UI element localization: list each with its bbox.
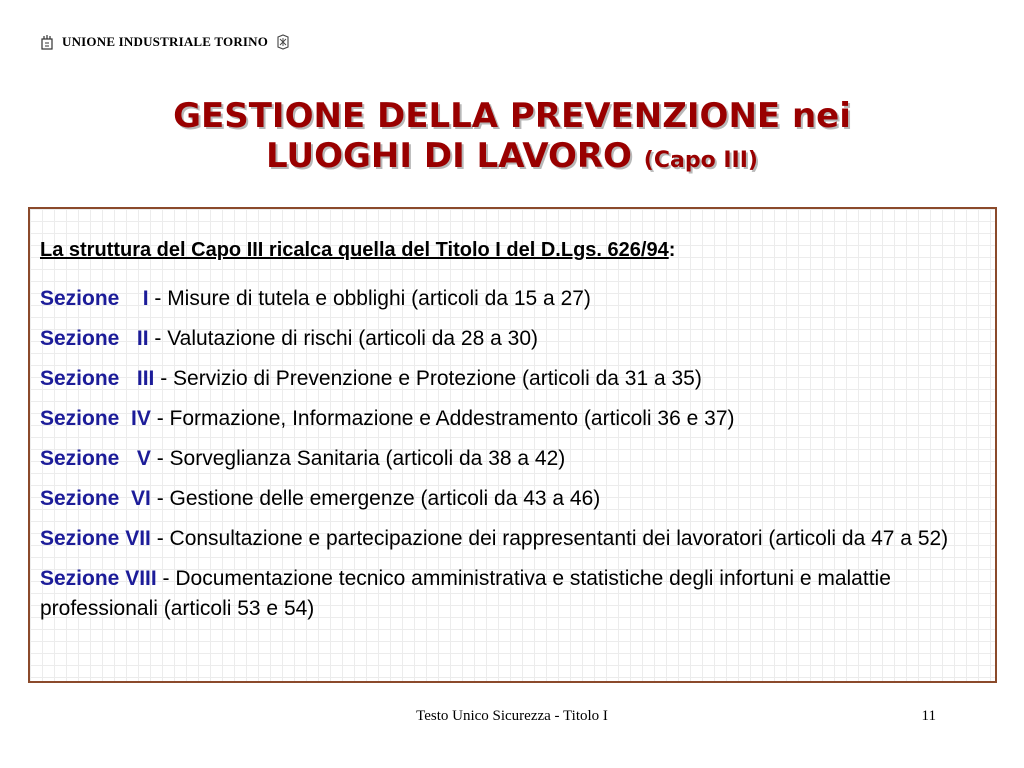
section-label: Sezione VIII [40,567,157,590]
title-line-2-small: (Capo III) [643,148,758,173]
section-text: - Formazione, Informazione e Addestramento (articoli 36 e 37) [150,407,735,430]
title-line-2 [0,136,1024,181]
section-label: Sezione VI [40,487,151,510]
section-item [40,324,985,354]
section-text: - Servizio di Prevenzione e Protezione (articoli da 31 a 35) [154,367,702,390]
section-label: Sezione V [40,447,151,470]
intro-suffix: : [668,239,676,261]
emblem-icon [276,34,290,50]
section-label: Sezione II [40,327,149,350]
section-text: - Misure di tutela e obblighi (articoli da 15 a 27) [148,287,591,310]
section-item [40,284,985,314]
section-item [40,564,985,624]
section-label: Sezione I [40,287,149,310]
section-item [40,524,985,554]
section-text: - Sorveglianza Sanitaria (articoli da 38 a 42) [150,447,566,470]
org-name: UNIONE INDUSTRIALE TORINO [62,34,269,49]
intro-underlined: La struttura del Capo III ricalca quella del Titolo I del D.Lgs. 626/94 [40,239,669,261]
section-item [40,444,985,474]
content-box [28,207,997,683]
section-text: - Gestione delle emergenze (articoli da 43 a 46) [150,487,601,510]
section-item [40,364,985,394]
section-label: Sezione IV [40,407,151,430]
header-logo [40,34,290,50]
section-text: - Documentazione tecnico amministrativa e statistiche degli infortuni e malattie professionali (articoli 53 e 54) [40,567,891,620]
title-line-2-main: LUOGHI DI LAVORO [266,136,632,176]
section-label: Sezione VII [40,527,151,550]
section-item [40,404,985,434]
title-line-1: GESTIONE DELLA PREVENZIONE nei [173,96,851,136]
intro-line [40,239,985,262]
institution-logo-icon [40,34,54,50]
footer-caption: Testo Unico Sicurezza - Titolo I [416,708,608,724]
page-title [0,96,1024,181]
section-item [40,484,985,514]
section-label: Sezione III [40,367,155,390]
section-text: - Valutazione di rischi (articoli da 28 a 30) [148,327,538,350]
page-number: 11 [921,708,936,724]
section-text: - Consultazione e partecipazione dei rappresentanti dei lavoratori (articoli da 47 a 52) [150,527,949,550]
